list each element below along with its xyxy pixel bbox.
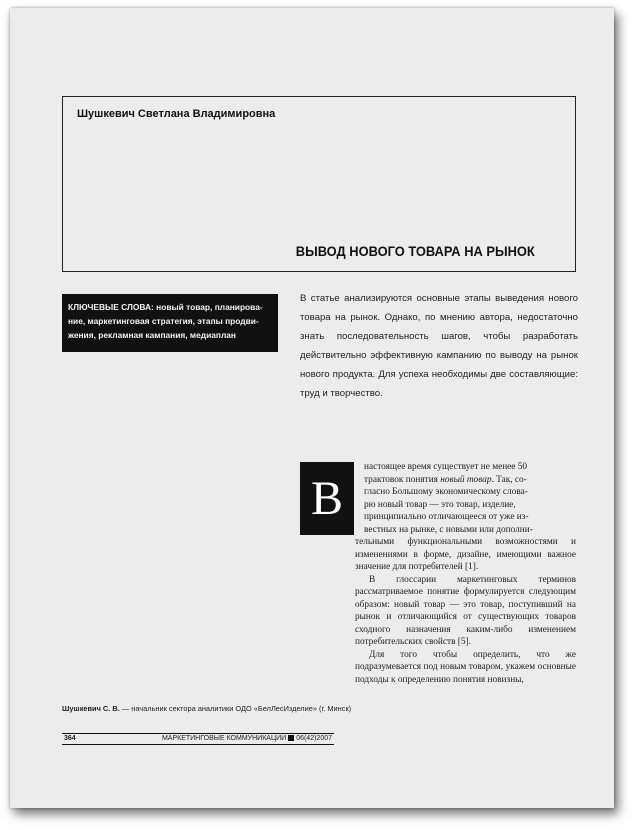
page-footer [62,733,334,745]
author-note-name: Шушкевич С. В. [62,704,120,713]
body-line-2: трактовок понятия новый товар. Так, со- [364,474,527,485]
square-separator-icon [288,735,294,741]
body-intro-lines [364,461,576,536]
keywords-line-3: жения, рекламная кампания, медиаплан [68,330,236,340]
page-number: 364 [64,735,76,742]
journal-issue: 06(42)2007 [296,735,332,742]
article-title: ВЫВОД НОВОГО ТОВАРА НА РЫНОК [296,243,535,259]
body-line-4: рю новый товар — это товар, изделие, [364,499,516,510]
author-note [62,704,362,713]
body-line-3: гласно Большому экономическому слова- [364,487,528,497]
keywords-line-2: ние, маркетинговая стратегия, этапы продви- [68,316,259,326]
paragraph-2: В глоссарии маркетинговых терминов рассматриваемое понятие формулируется следующим образом: новый товар — это товар, поступивший на рынок и отличающийся от существующих товаров сходного назначения каким-либо изменением потребительских свойств [5]. [355,574,576,647]
body-line-5: принципиально отличающееся от уже из- [364,512,529,522]
author-name: Шушкевич Светлана Владимировна [77,108,276,120]
body-line-6: вестных на рынке, с новыми или дополни- [364,524,533,535]
article-header-frame [62,96,576,272]
italic-term: новый товар [440,474,492,485]
journal-page [10,8,614,808]
paragraph-1-rest: тельными функциональными возможностями и изменениями в форме, дизайне, имеющими важное значение для потребителей [1]. [355,537,576,572]
body-line-1: настоящее время существует не менее 50 [364,462,528,472]
author-note-text: — начальник сектора аналитики ОДО «БелЛесИзделие» (г. Минск) [119,704,352,713]
keywords-box [62,294,278,352]
keywords-line-1: новый товар, планирова- [156,302,263,312]
paragraph-3: Для того чтобы определить, что же подразумевается под новым товаром, укажем основные подходы к определению понятия новизны, [355,649,576,685]
body-text [355,536,576,686]
keywords-label: КЛЮЧЕВЫЕ СЛОВА: [68,302,154,312]
journal-name: МАРКЕТИНГОВЫЕ КОММУНИКАЦИИ [161,735,287,742]
drop-cap: В [300,462,354,535]
journal-info [162,734,332,744]
article-abstract: В статье анализируются основные этапы выведения нового товара на рынок. Однако, по мнению автора, недостаточно знать последовательность шагов, чтобы разработать действительно эффективную кампанию по выводу на рынок нового продукта. Для успеха необходимы две составляющие: труд и творчество. [300,293,578,399]
